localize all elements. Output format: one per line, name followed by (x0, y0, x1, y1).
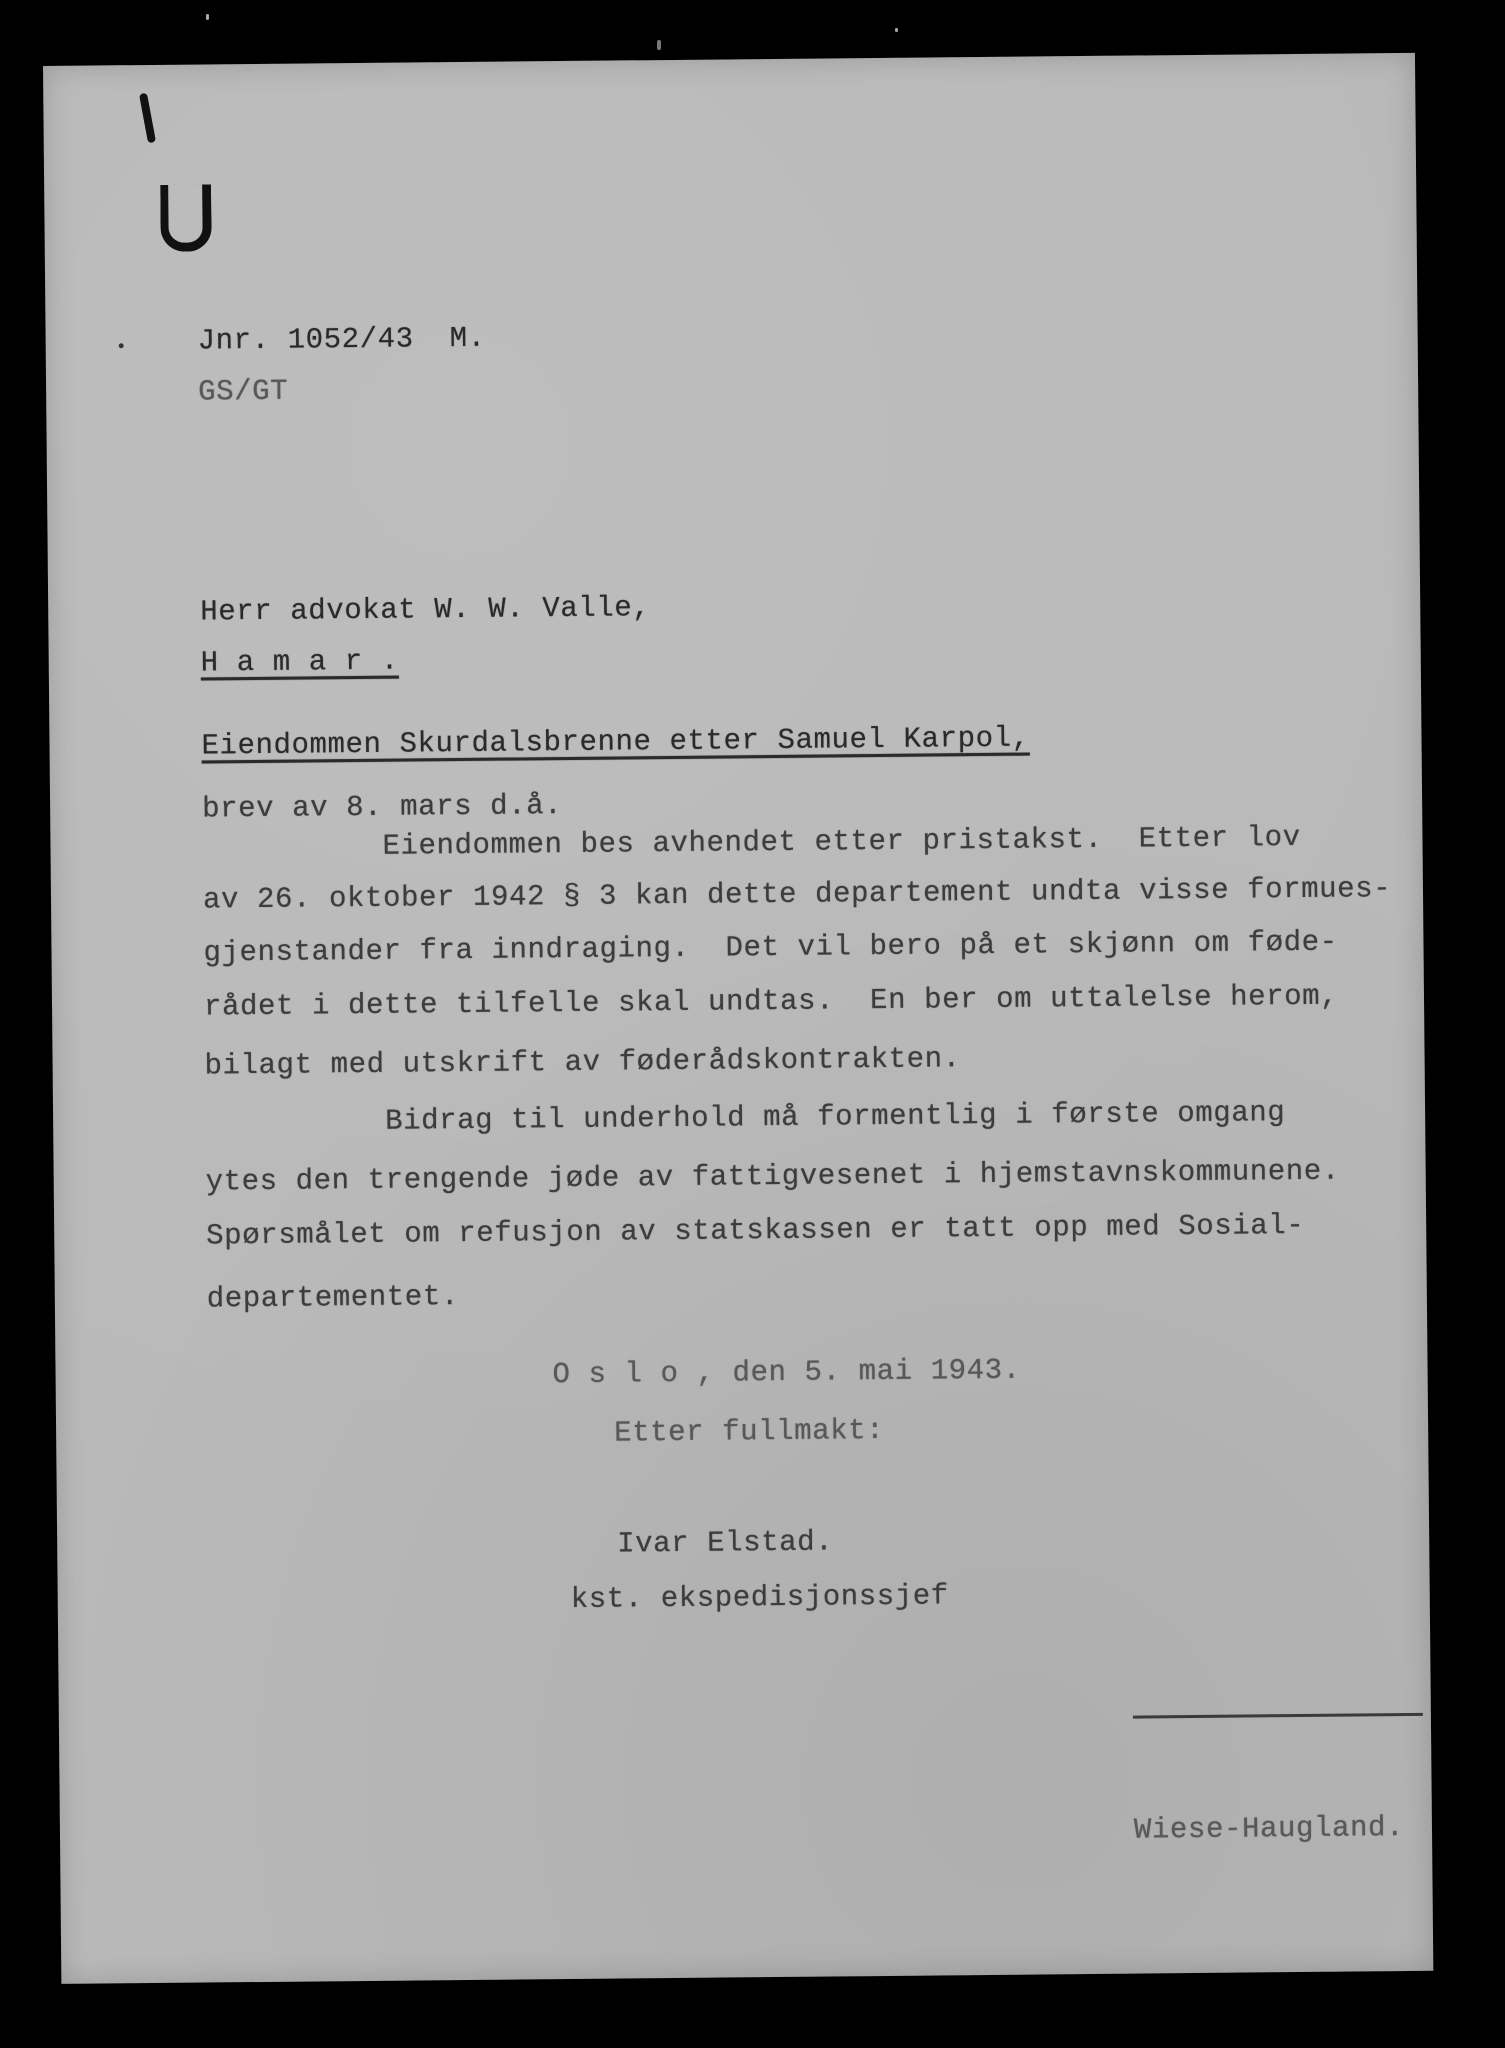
handwritten-mark-hook (160, 184, 212, 251)
subject-reference: brev av 8. mars d.å. (201, 789, 563, 826)
recipient-city: H a m a r . (200, 644, 399, 680)
secondary-signatory: Wiese-Haugland. (1133, 1811, 1405, 1847)
body-line: Spørsmålet om refusjon av statskassen er tatt opp med Sosial- (206, 1208, 1305, 1253)
scan-speck (206, 14, 209, 20)
place-date: O s l o , den 5. mai 1943. (552, 1353, 1021, 1392)
recipient-name: Herr advokat W. W. Valle, (200, 591, 651, 629)
scan-speck (657, 40, 661, 50)
signature-line (1133, 1713, 1423, 1719)
margin-dot (119, 343, 124, 348)
body-line: av 26. oktober 1942 § 3 kan dette departement undta visse formues- (202, 872, 1392, 917)
body-line: rådet i dette tilfelle skal undtas. En ber om uttalelse herom, (203, 979, 1339, 1024)
body-line: ytes den trengende jøde av fattigvesenet i hjemstavnskommunene. (205, 1154, 1341, 1199)
body-line: departementet. (206, 1280, 460, 1316)
initials: GS/GT (197, 374, 289, 409)
handwritten-mark-stroke (139, 93, 156, 144)
body-line: Eiendommen bes avhendet etter pristakst. Etter lov (202, 820, 1301, 865)
body-line: Bidrag til underhold må formentlig i første omgang (204, 1096, 1286, 1140)
signatory-name: Ivar Elstad. (617, 1525, 834, 1561)
body-line: bilagt med utskrift av føderådskontrakten. (204, 1042, 961, 1083)
journal-number: Jnr. 1052/43 M. (197, 321, 486, 358)
document-page (43, 53, 1433, 1984)
authority-line: Etter fullmakt: (613, 1413, 885, 1450)
subject-title: Eiendommen Skurdalsbrenne etter Samuel Karpol, (201, 721, 1030, 763)
signatory-title: kst. ekspedisjonssjef (570, 1579, 949, 1617)
body-line: gjenstander fra inndraging. Det vil bero på et skjønn om føde- (203, 925, 1338, 970)
scan-speck (895, 28, 898, 32)
